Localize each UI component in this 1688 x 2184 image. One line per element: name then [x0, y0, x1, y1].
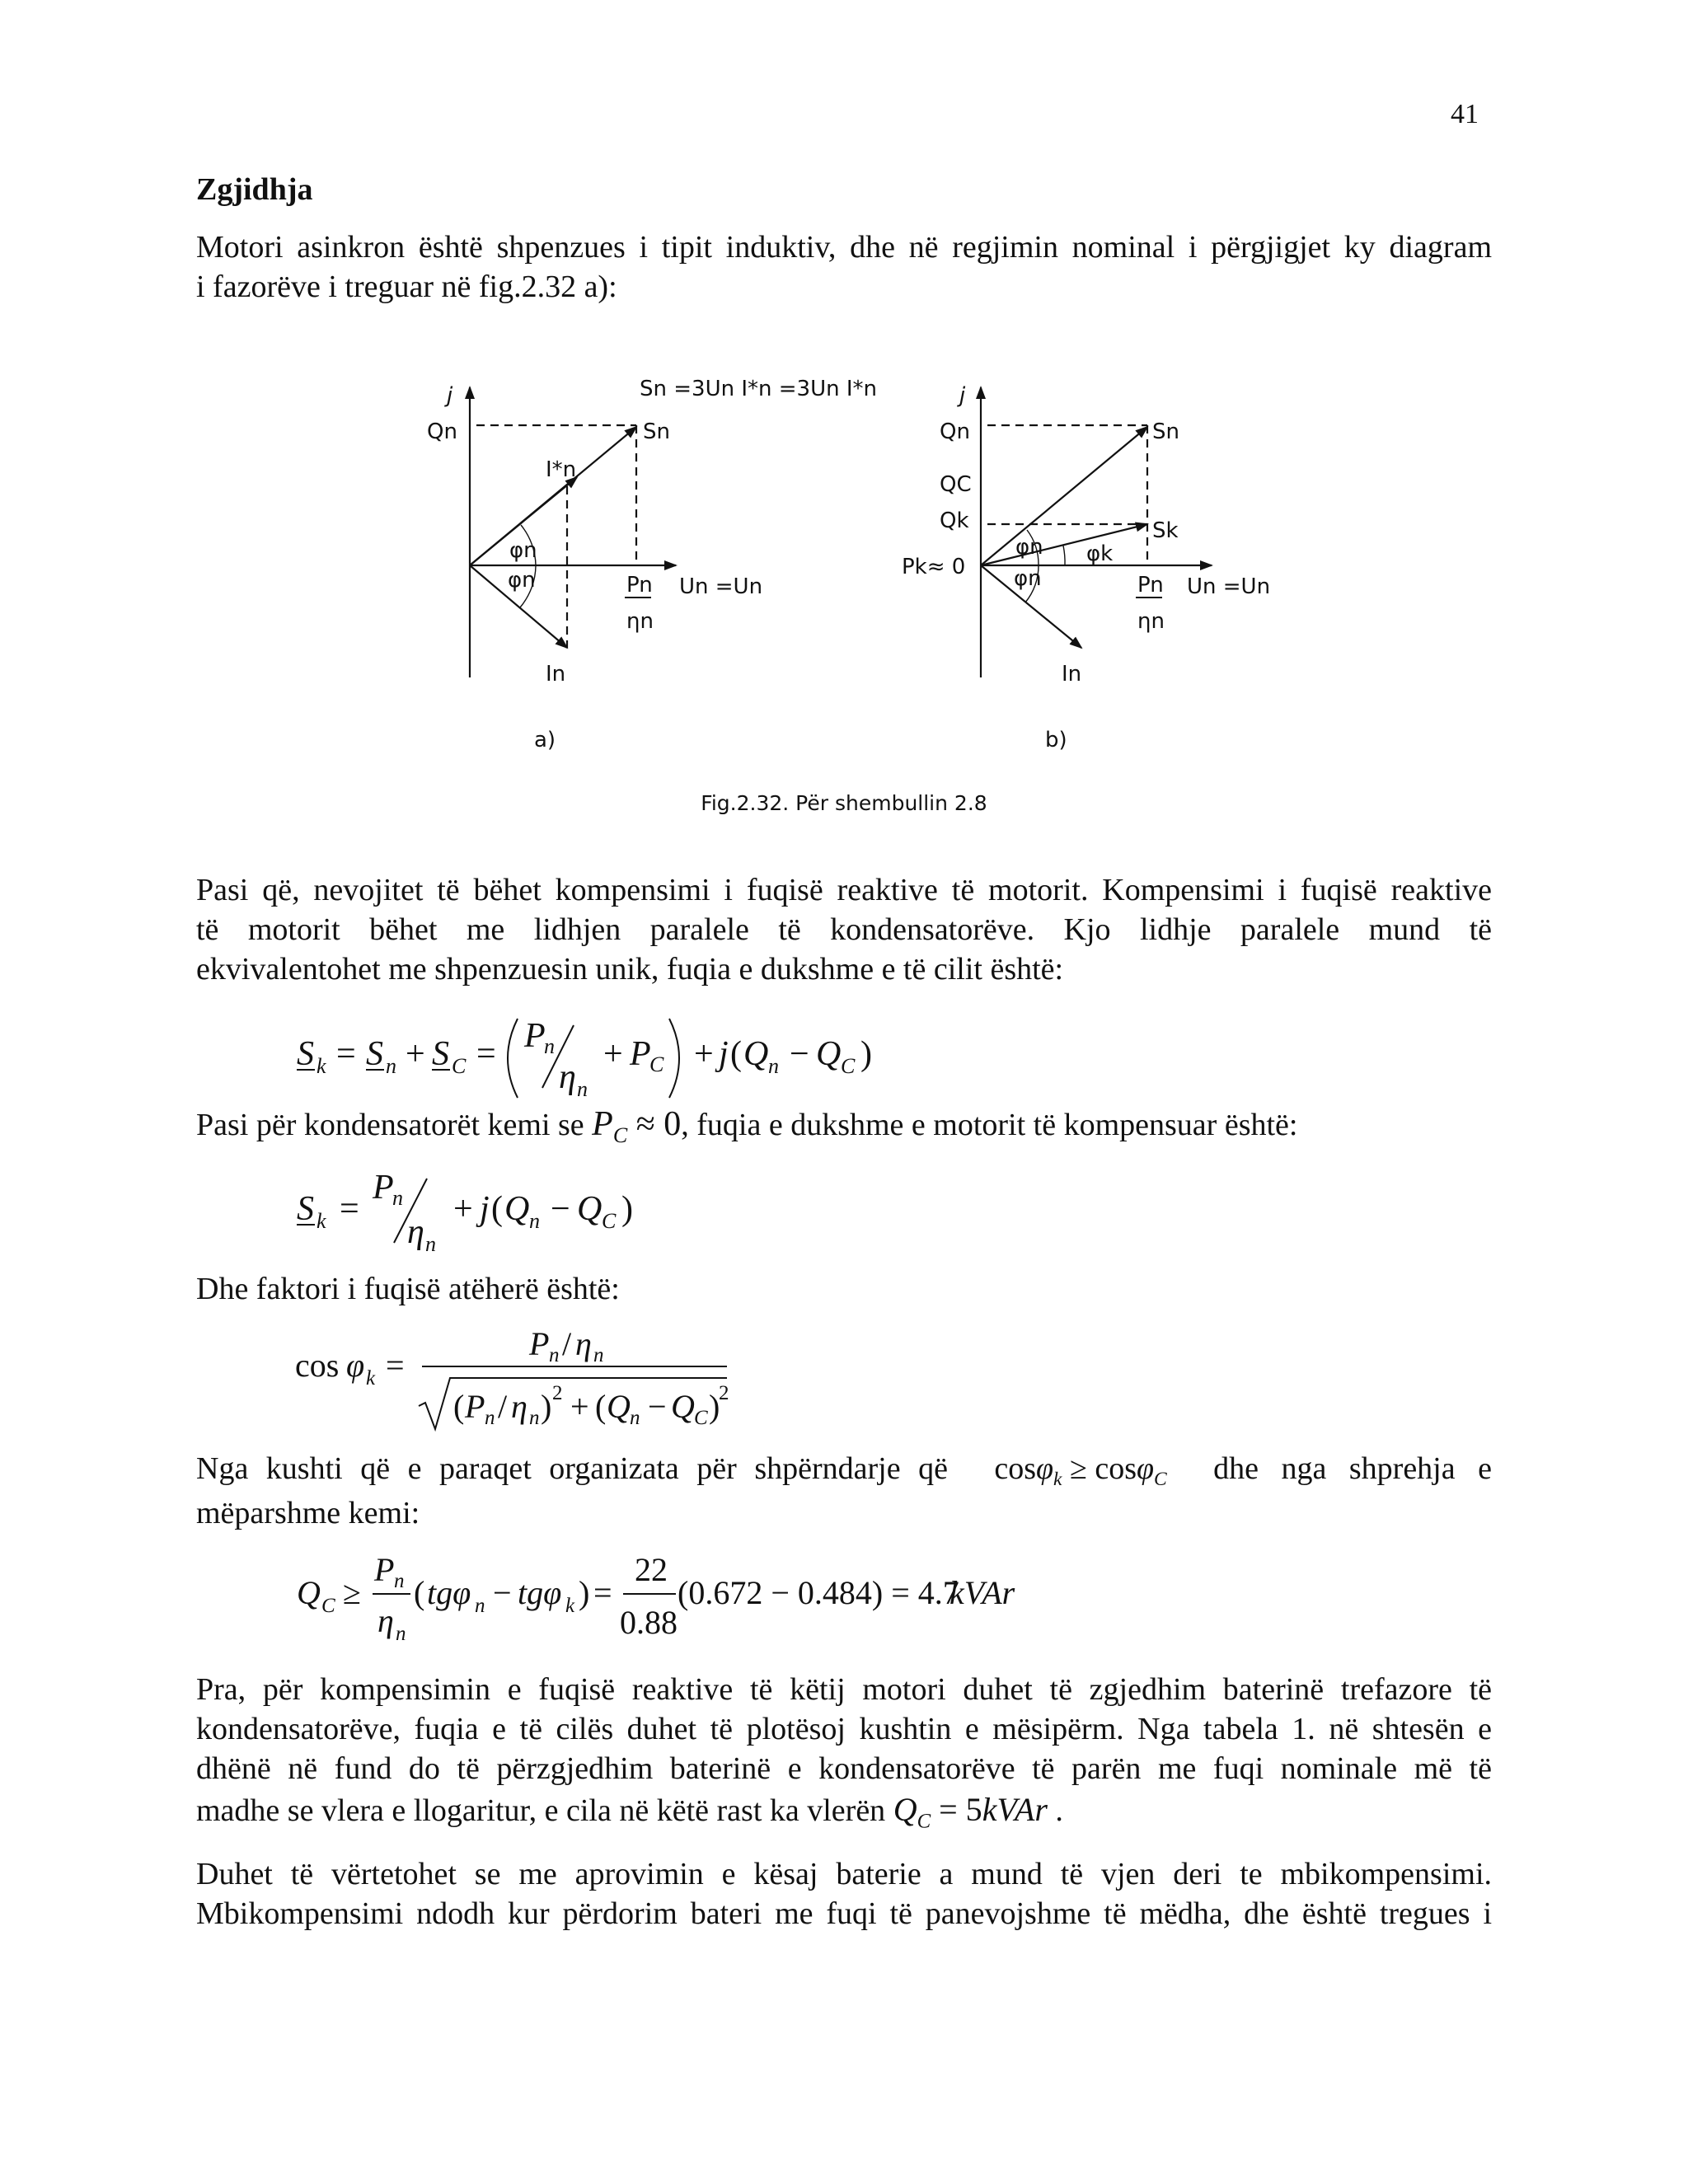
equation-1-graphic: [297, 1010, 874, 1101]
a-j-label: j: [447, 383, 453, 408]
paragraph-5-after: dhe nga shprehja e: [1213, 1451, 1492, 1486]
b-qk-label: Qk: [940, 509, 969, 533]
svg-text:η: η: [377, 1602, 394, 1639]
svg-text:≥: ≥: [343, 1574, 361, 1611]
paragraph-4: Dhe faktori i fuqisë atëherë është:: [196, 1272, 620, 1306]
paragraph-5-line-2: mëparshme kemi:: [196, 1496, 420, 1530]
paragraph-5-before: Nga kushti që e paraqet organizata për shpërndarje që: [196, 1451, 948, 1486]
paragraph-3-before: Pasi për kondensatorët kemi se: [196, 1108, 584, 1142]
svg-text:−: −: [551, 1190, 570, 1228]
svg-text:2: 2: [719, 1382, 729, 1404]
svg-text:n: n: [394, 1570, 405, 1592]
svg-text:n: n: [577, 1077, 588, 1101]
paragraph-6-line-4-before: madhe se vlera e llogaritur, e cila në këtë rast ka vlerën: [196, 1793, 886, 1828]
svg-text:kVAr: kVAr: [950, 1574, 1015, 1611]
a-qn-label: Qn: [427, 419, 457, 444]
svg-text:n: n: [768, 1054, 779, 1078]
a-phi-top-label: φn: [509, 538, 537, 563]
svg-text:C: C: [841, 1054, 856, 1078]
equation-4-graphic: [297, 1546, 1039, 1653]
svg-text:+: +: [453, 1190, 473, 1228]
svg-text:C: C: [649, 1052, 664, 1076]
paragraph-6-line-3: dhënë në fund do të përzgjedhim baterinë e kondensatorëve të parën me fuqi nominale më të: [196, 1751, 1492, 1786]
svg-text:j: j: [719, 1035, 729, 1073]
svg-text:=: =: [386, 1347, 405, 1384]
b-qn-label: Qn: [940, 419, 970, 444]
inline-cos-formula: cosφ$_k$ ≥ cosφ$_C$: [994, 1451, 1167, 1491]
equation-1: [297, 1010, 874, 1101]
svg-text:n: n: [529, 1209, 540, 1233]
paragraph-1-line-1: Motori asinkron është shpenzues i tipit induktiv, dhe në regjimin nominal i përgjigjet ky diagram: [196, 230, 1492, 265]
svg-text:/: /: [562, 1325, 572, 1362]
svg-text:n: n: [475, 1595, 485, 1617]
inline-pc-formula: $P_C \approx 0$: [592, 1105, 682, 1148]
svg-text:Q: Q: [504, 1190, 530, 1228]
svg-text:=: =: [593, 1574, 612, 1611]
svg-text:(: (: [414, 1574, 425, 1611]
eq4-numerator: 22: [635, 1551, 668, 1588]
b-eta-label: ηn: [1137, 609, 1165, 634]
svg-text:η: η: [559, 1058, 576, 1096]
b-pk-label: Pk≈ 0: [902, 555, 966, 579]
a-sn-formula: Sn =3Un I*n =3Un I*n: [640, 377, 878, 401]
svg-text:C: C: [694, 1407, 708, 1429]
eq4-denominator: 0.88: [620, 1604, 678, 1641]
svg-text:(: (: [453, 1388, 465, 1425]
svg-text:P: P: [529, 1325, 550, 1362]
svg-text:=: =: [340, 1190, 359, 1228]
b-j-label: j: [959, 383, 966, 408]
svg-text:C: C: [452, 1054, 467, 1078]
svg-text:tgφ: tgφ: [427, 1574, 471, 1611]
svg-text:−: −: [493, 1574, 512, 1611]
b-in-label: In: [1062, 662, 1082, 687]
a-in-label: In: [546, 662, 566, 687]
svg-text:2: 2: [552, 1382, 563, 1404]
svg-text:n: n: [485, 1407, 495, 1429]
paragraph-2-line-2: të motorit bëhet me lidhjen paralele të kondensatorëve. Kjo lidhje paralele mund të: [196, 912, 1492, 947]
b-sn-label: Sn: [1152, 419, 1179, 444]
svg-text:Q: Q: [743, 1035, 769, 1073]
a-sn-label: Sn: [643, 419, 670, 444]
a-un-label: Un =Un: [679, 574, 763, 599]
svg-text:(: (: [595, 1388, 607, 1425]
svg-text:P: P: [373, 1169, 394, 1207]
svg-text:+: +: [570, 1388, 589, 1425]
svg-text:−: −: [648, 1388, 667, 1425]
svg-text:n: n: [386, 1054, 396, 1078]
b-un-label: Un =Un: [1187, 574, 1271, 599]
b-panel-label: b): [1045, 728, 1067, 752]
page-number: 41: [1451, 99, 1479, 129]
b-sk-label: Sk: [1152, 518, 1179, 543]
phasor-diagram-figure: [0, 346, 1688, 775]
equation-3-graphic: [295, 1319, 740, 1442]
b-phi-top-label: φn: [1015, 535, 1043, 560]
svg-text:P: P: [465, 1388, 485, 1425]
svg-text:S: S: [297, 1035, 314, 1073]
svg-text:n: n: [630, 1407, 640, 1429]
paragraph-1-line-2: i fazorëve i treguar në fig.2.32 a):: [196, 269, 617, 304]
paragraph-6-line-1: Pra, për kompensimin e fuqisë reaktive të këtij motori duhet të zgjedhim baterinë trefazore të: [196, 1672, 1492, 1707]
svg-text:C: C: [602, 1209, 617, 1233]
equation-2-graphic: [297, 1169, 643, 1259]
svg-text:n: n: [544, 1034, 555, 1058]
svg-text:n: n: [549, 1344, 560, 1366]
svg-text:n: n: [392, 1186, 403, 1210]
svg-text:C: C: [321, 1595, 335, 1617]
paragraph-3-after: , fuqia e dukshme e motorit të kompensuar është:: [681, 1108, 1298, 1142]
svg-text:/: /: [498, 1388, 508, 1425]
inline-qc-formula: $Q_C$ = 5kVAr: [893, 1791, 1048, 1833]
paragraph-2-line-3: ekvivalentohet me shpenzuesin unik, fuqia e dukshme e të cilit është:: [196, 952, 1064, 987]
svg-text:+: +: [406, 1035, 425, 1073]
svg-text:k: k: [366, 1367, 376, 1390]
a-pn-label: Pn: [626, 573, 653, 598]
svg-text:n: n: [425, 1232, 436, 1256]
svg-text:Q: Q: [816, 1035, 842, 1073]
svg-text:P: P: [524, 1017, 546, 1055]
paragraph-6-line-2: kondensatorëve, fuqia e të cilës duhet të plotësoj kushtin e mësipërm. Nga tabela 1. në shtesën e: [196, 1712, 1492, 1746]
svg-text:Q: Q: [297, 1574, 321, 1611]
svg-text:): ): [579, 1574, 590, 1611]
svg-text:P: P: [374, 1551, 395, 1588]
svg-text:S: S: [432, 1035, 449, 1073]
paragraph-7-line-1: Duhet të vërtetohet se me aprovimin e kësaj baterie a mund të vjen deri te mbikompensimi.: [196, 1857, 1492, 1891]
svg-text:): ): [860, 1035, 872, 1073]
svg-text:S: S: [297, 1190, 314, 1228]
svg-text:+: +: [694, 1035, 714, 1073]
b-pn-label: Pn: [1137, 573, 1164, 598]
equation-2: [297, 1169, 643, 1263]
svg-text:η: η: [407, 1213, 424, 1251]
svg-text:n: n: [396, 1623, 406, 1645]
svg-text:=: =: [476, 1035, 496, 1073]
equation-4: [297, 1546, 1039, 1657]
svg-text:−: −: [790, 1035, 809, 1073]
svg-text:η: η: [511, 1388, 528, 1425]
b-qc-label: QC: [940, 472, 972, 497]
svg-text:n: n: [593, 1344, 604, 1366]
svg-text:+: +: [603, 1035, 623, 1073]
svg-text:tgφ: tgφ: [518, 1574, 562, 1611]
svg-text:cos: cos: [295, 1347, 340, 1384]
svg-text:k: k: [316, 1054, 326, 1078]
svg-text:k: k: [316, 1209, 326, 1233]
svg-text:φ: φ: [346, 1347, 365, 1384]
svg-text:): ): [621, 1190, 633, 1228]
b-phik-label: φk: [1086, 541, 1114, 566]
b-phik-arc: [1063, 546, 1065, 565]
equation-3: [295, 1319, 740, 1446]
svg-text:(0.672 − 0.484) = 4.7: (0.672 − 0.484) = 4.7: [678, 1574, 959, 1611]
svg-text:P: P: [630, 1035, 651, 1073]
svg-text:=: =: [336, 1035, 356, 1073]
svg-text:): ): [709, 1388, 720, 1425]
svg-text:Q: Q: [577, 1190, 603, 1228]
paragraph-6-line-4-after: .: [1055, 1793, 1063, 1828]
svg-text:Q: Q: [607, 1388, 631, 1425]
a-panel-label: a): [534, 728, 556, 752]
a-in-star-label: I*n: [546, 457, 577, 482]
svg-text:(: (: [491, 1190, 503, 1228]
figure-caption: Fig.2.32. Për shembullin 2.8: [701, 791, 987, 815]
svg-text:(: (: [730, 1035, 742, 1073]
paragraph-6-line-4: [196, 1790, 1063, 1842]
paragraph-3: [196, 1104, 1297, 1155]
a-eta-label: ηn: [626, 609, 654, 634]
b-phi-bottom-label: φn: [1014, 566, 1042, 591]
svg-text:j: j: [480, 1190, 490, 1228]
svg-text:): ): [541, 1388, 552, 1425]
section-heading: Zgjidhja: [196, 172, 313, 207]
paragraph-2-line-1: Pasi që, nevojitet të bëhet kompensimi i fuqisë reaktive të motorit. Kompensimi i fuqisë reaktive: [196, 873, 1492, 907]
svg-text:η: η: [575, 1325, 592, 1362]
paragraph-5-line-1: [196, 1449, 1492, 1499]
svg-text:n: n: [529, 1407, 540, 1429]
svg-text:Q: Q: [671, 1388, 695, 1425]
svg-text:k: k: [565, 1595, 575, 1617]
a-phi-bottom-label: φn: [508, 568, 536, 593]
paragraph-7-line-2: Mbikompensimi ndodh kur përdorim bateri me fuqi të panevojshme të mëdha, dhe është tregues i: [196, 1896, 1492, 1931]
svg-text:S: S: [366, 1035, 383, 1073]
